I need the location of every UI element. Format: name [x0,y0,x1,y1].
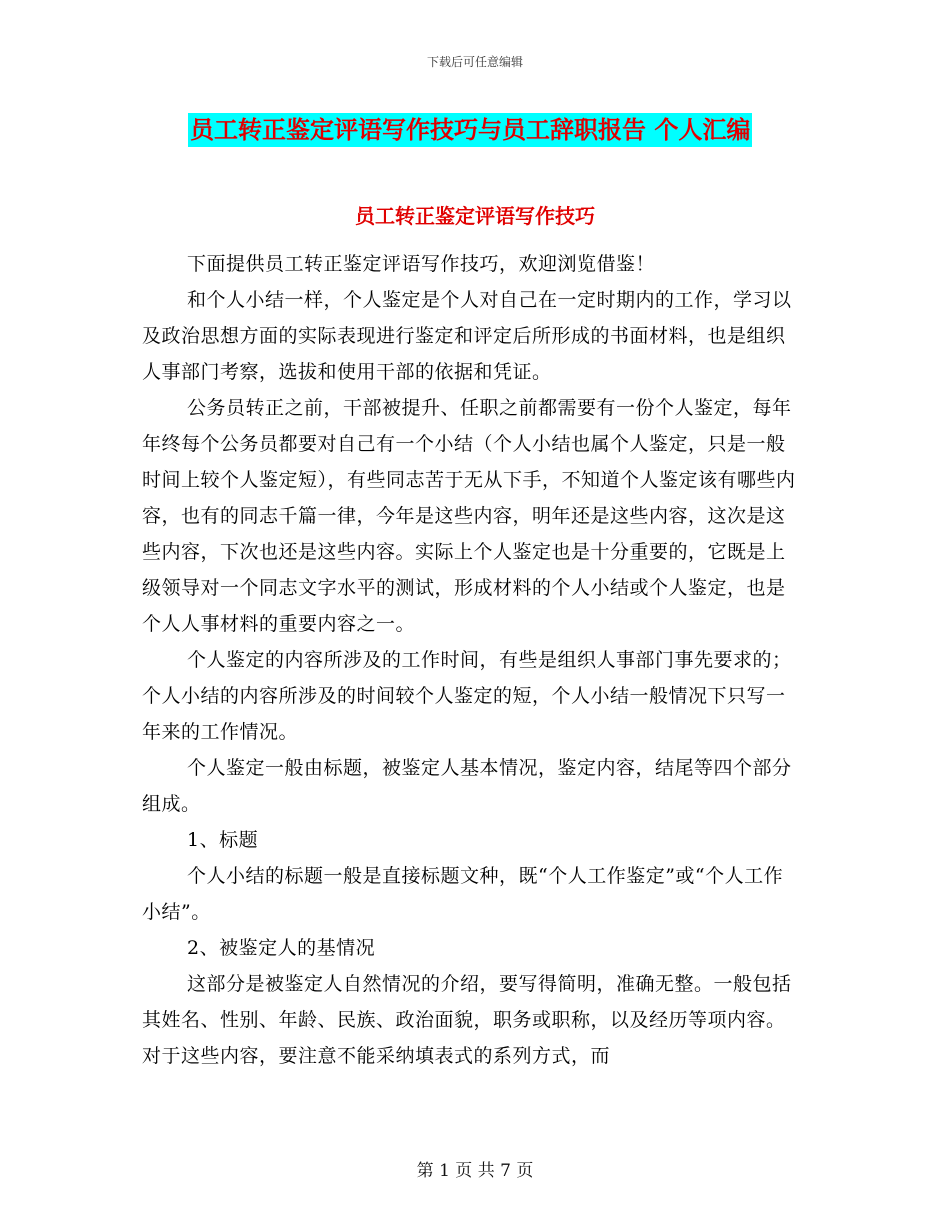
document-body [142,246,797,1074]
paragraph: 个人鉴定一般由标题，被鉴定人基本情况，鉴定内容，结尾等四个部分组成。 [142,757,792,815]
paragraph: 公务员转正之前，干部被提升、任职之前都需要有一份个人鉴定，每年年终每个公务员都要对自己有一个小结（个人小结也属个人鉴定，只是一般时间上较个人鉴定短），有些同志苦于无从下手，不知道个人鉴定该有哪些内容，也有的同志千篇一律，今年是这些内容，明年还是这些内容，这次是这些内容，下次也还是这些内容。实际上个人鉴定也是十分重要的，它既是上级领导对一个同志文字水平的测试，形成材料的个人小结或个人鉴定，也是个人人事材料的重要内容之一。 [142,397,796,635]
paragraph: 这部分是被鉴定人自然情况的介绍，要写得简明，准确无整。一般包括其姓名、性别、年龄、民族、政治面貌，职务或职称，以及经历等项内容。对于这些内容，要注意不能采纳填表式的系列方式，而 [142,973,792,1067]
section-title: 员工转正鉴定评语写作技巧 [355,204,595,228]
subheading-basic-info: 2、被鉴定人的基情况 [187,937,376,959]
paragraph: 个人鉴定的内容所涉及的工作时间，有些是组织人事部门事先要求的；个人小结的内容所涉及的时间较个人鉴定的短，个人小结一般情况下只写一年来的工作情况。 [142,649,792,743]
subheading-title: 1、标题 [187,829,259,851]
header-note: 下载后可任意编辑 [426,55,523,69]
paragraph: 下面提供员工转正鉴定评语写作技巧，欢迎浏览借鉴！ [187,253,656,275]
paragraph: 和个人小结一样，个人鉴定是个人对自己在一定时期内的工作，学习以及政治思想方面的实际表现进行鉴定和评定后所形成的书面材料，也是组织人事部门考察，选拔和使用干部的依据和凭证。 [142,289,792,383]
paragraph: 个人小结的标题一般是直接标题文种，既“个人工作鉴定”或“个人工作小结”。 [142,865,784,923]
document-title: 员工转正鉴定评语写作技巧与员工辞职报告 个人汇编 [188,113,752,147]
page-number: 第 1 页 共 7 页 [416,1161,534,1181]
